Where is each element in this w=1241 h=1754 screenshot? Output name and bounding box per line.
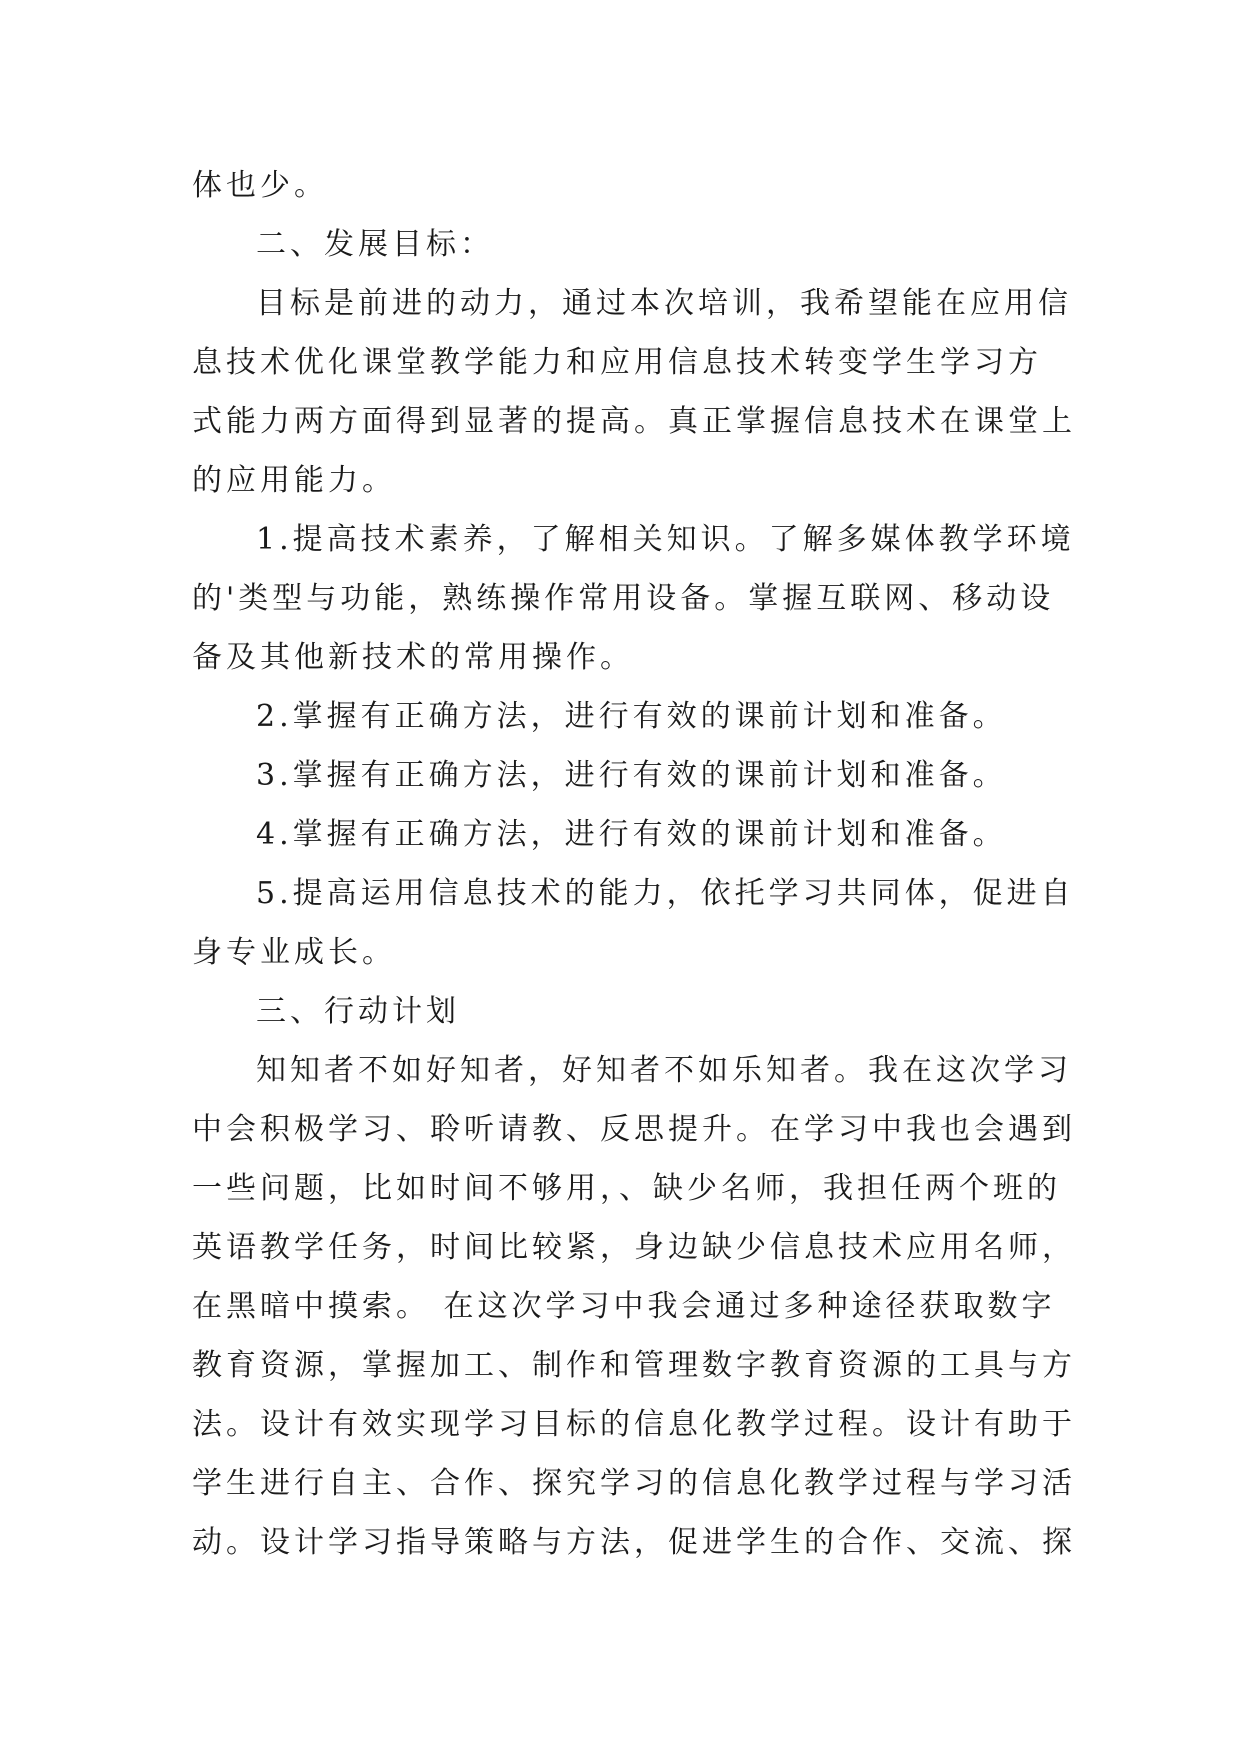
text-line: 在黑暗中摸索。 在这次学习中我会通过多种途径获取数字	[192, 1289, 1056, 1324]
text-line: 目标是前进的动力，通过本次培训，我希望能在应用信	[256, 286, 1072, 321]
text-line: 1.提高技术素养，了解相关知识。了解多媒体教学环境	[256, 522, 1075, 557]
text-line: 身专业成长。	[192, 935, 396, 970]
text-line: 2.掌握有正确方法，进行有效的课前计划和准备。	[256, 699, 1007, 734]
text-line: 的'类型与功能，熟练操作常用设备。掌握互联网、移动设	[192, 581, 1055, 616]
text-line: 4.掌握有正确方法，进行有效的课前计划和准备。	[256, 817, 1007, 852]
text-line: 动。设计学习指导策略与方法，促进学生的合作、交流、探	[192, 1525, 1076, 1560]
text-line: 式能力两方面得到显著的提高。真正掌握信息技术在课堂上	[192, 404, 1076, 439]
text-line: 三、行动计划	[256, 994, 460, 1029]
text-line: 3.掌握有正确方法，进行有效的课前计划和准备。	[256, 758, 1007, 793]
text-line: 法。设计有效实现学习目标的信息化教学过程。设计有助于	[192, 1407, 1076, 1442]
text-line: 备及其他新技术的常用操作。	[192, 640, 634, 675]
text-line: 二、发展目标：	[256, 227, 494, 262]
text-line: 5.提高运用信息技术的能力，依托学习共同体，促进自	[256, 876, 1075, 911]
text-line: 息技术优化课堂教学能力和应用信息技术转变学生学习方	[192, 345, 1042, 380]
text-line: 体也少。	[192, 168, 328, 203]
text-line: 一些问题，比如时间不够用，、缺少名师，我担任两个班的	[192, 1171, 1061, 1206]
text-line: 教育资源，掌握加工、制作和管理数字教育资源的工具与方	[192, 1348, 1076, 1383]
text-line: 知知者不如好知者，好知者不如乐知者。我在这次学习	[256, 1053, 1072, 1088]
text-line: 的应用能力。	[192, 463, 396, 498]
text-line: 英语教学任务，时间比较紧，身边缺少信息技术应用名师，	[192, 1230, 1076, 1265]
text-line: 学生进行自主、合作、探究学习的信息化教学过程与学习活	[192, 1466, 1076, 1501]
document-body	[192, 156, 1076, 1572]
text-line: 中会积极学习、聆听请教、反思提升。在学习中我也会遇到	[192, 1112, 1076, 1147]
